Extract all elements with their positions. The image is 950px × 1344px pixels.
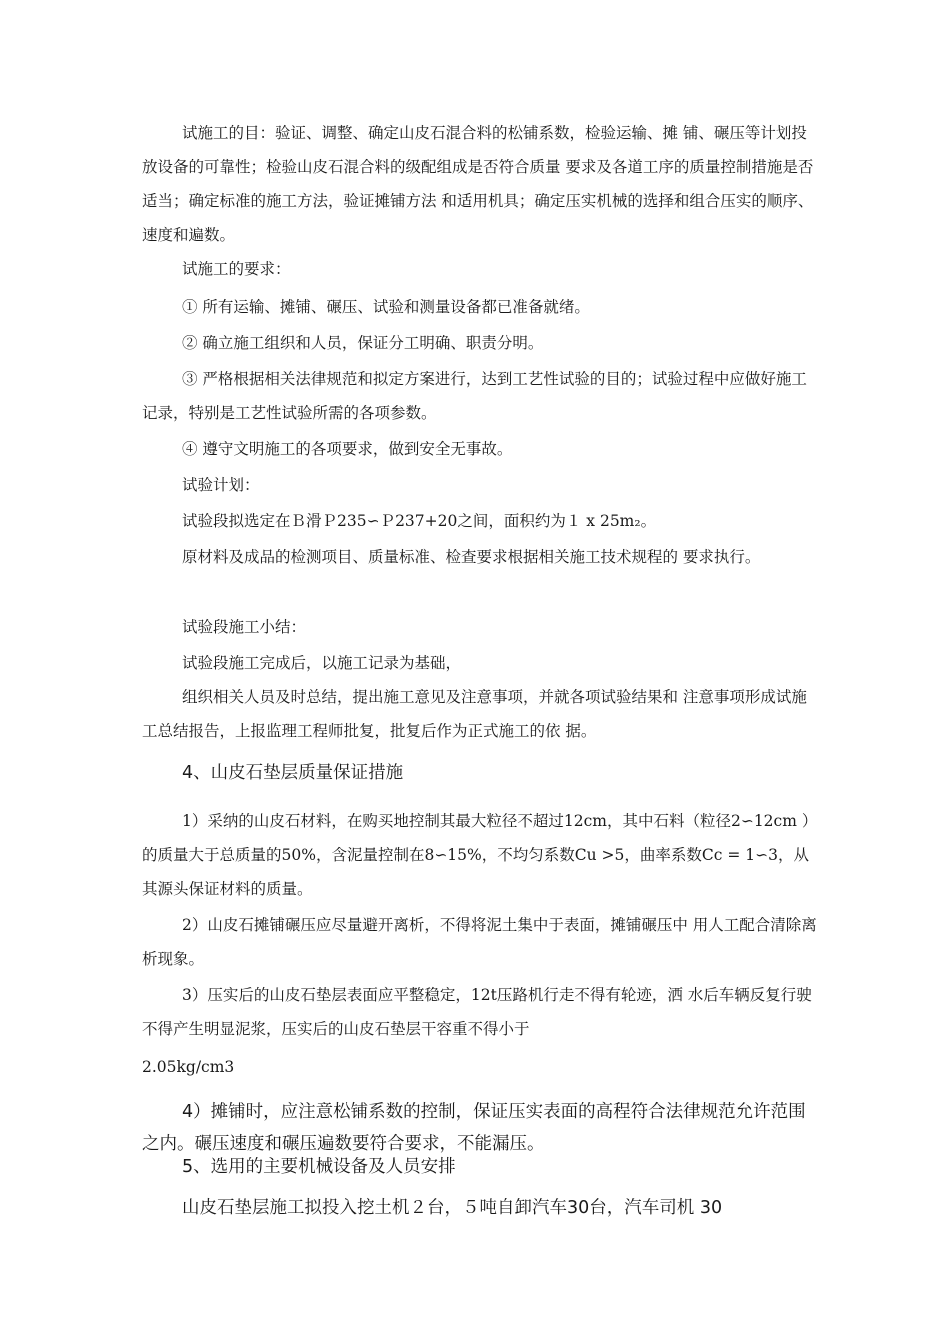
paragraph-equipment: 山皮石垫层施工拟投入挖土机２台，５吨自卸汽车30台，汽车司机 30 (182, 1198, 723, 1218)
paragraph-measure-3: 3）压实后的山皮石垫层表面应平整稳定，12t压路机行走不得有轮迹，洒 水后车辆反复行驶不得产生明显泥浆，压实后的山皮石垫层干容重不得小于 (142, 986, 812, 1038)
section-heading-5: 5、选用的主要机械设备及人员安排 (182, 1157, 456, 1177)
paragraph-measure-2: 2）山皮石摊铺碾压应尽量避开离析，不得将泥土集中于表面，摊铺碾压中 用人工配合清除离析现象。 (142, 916, 817, 968)
paragraph-inspection-items: 原材料及成品的检测项目、质量标准、检查要求根据相关施工技术规程的 要求执行。 (182, 548, 761, 566)
paragraph-requirements-heading: 试施工的要求： (182, 260, 291, 278)
paragraph-test-section-location: 试验段拟选定在Ｂ滑Ｐ235∽Ｐ237+20之间，面积约为１ x 25m₂。 (182, 512, 657, 530)
paragraph-measure-4: 4）摊铺时，应注意松铺系数的控制，保证压实表面的高程符合法律规范允许范围之内。碾压速度和碾压遍数要符合要求，不能漏压。 (142, 1102, 806, 1154)
paragraph-density-value: 2.05kg/cm3 (142, 1058, 235, 1076)
paragraph-requirement-4: ④ 遵守文明施工的各项要求，做到安全无事故。 (182, 440, 513, 458)
paragraph-requirement-1: ① 所有运输、摊铺、碾压、试验和测量设备都已准备就绪。 (182, 298, 590, 316)
paragraph-purpose: 试施工的目：验证、调整、确定山皮石混合料的松铺系数，检验运输、摊 铺、碾压等计划投放设备的可靠性；检验山皮石混合料的级配组成是否符合质量 要求及各道工序的质量控制措施是否适当；确定标准的施工方法，验证摊铺方法 和适用机具；确定压实机械的选择和组合压实的顺序、速度和遍数。 (142, 124, 814, 244)
paragraph-test-plan-heading: 试验计划： (182, 476, 260, 494)
paragraph-summary-1: 试验段施工完成后，以施工记录为基础， (182, 654, 462, 672)
paragraph-summary-2: 组织相关人员及时总结，提出施工意见及注意事项，并就各项试验结果和 注意事项形成试施工总结报告，上报监理工程师批复，批复后作为正式施工的依 据。 (142, 688, 807, 740)
paragraph-requirement-2: ② 确立施工组织和人员，保证分工明确、职责分明。 (182, 334, 544, 352)
paragraph-requirement-3: ③ 严格根据相关法律规范和拟定方案进行，达到工艺性试验的目的；试验过程中应做好施工记录，特别是工艺性试验所需的各项参数。 (142, 370, 807, 422)
paragraph-summary-heading: 试验段施工小结： (182, 618, 307, 636)
section-heading-4: 4、山皮石垫层质量保证措施 (182, 763, 404, 783)
paragraph-measure-1: 1）采纳的山皮石材料，在购买地控制其最大粒径不超过12cm，其中石料（粒径2∽12cm ）的质量大于总质量的50%，含泥量控制在8∽15%，不均匀系数Cu >5，曲率系数Cc = 1∽3，从其源头保证材料的质量。 (142, 812, 818, 898)
